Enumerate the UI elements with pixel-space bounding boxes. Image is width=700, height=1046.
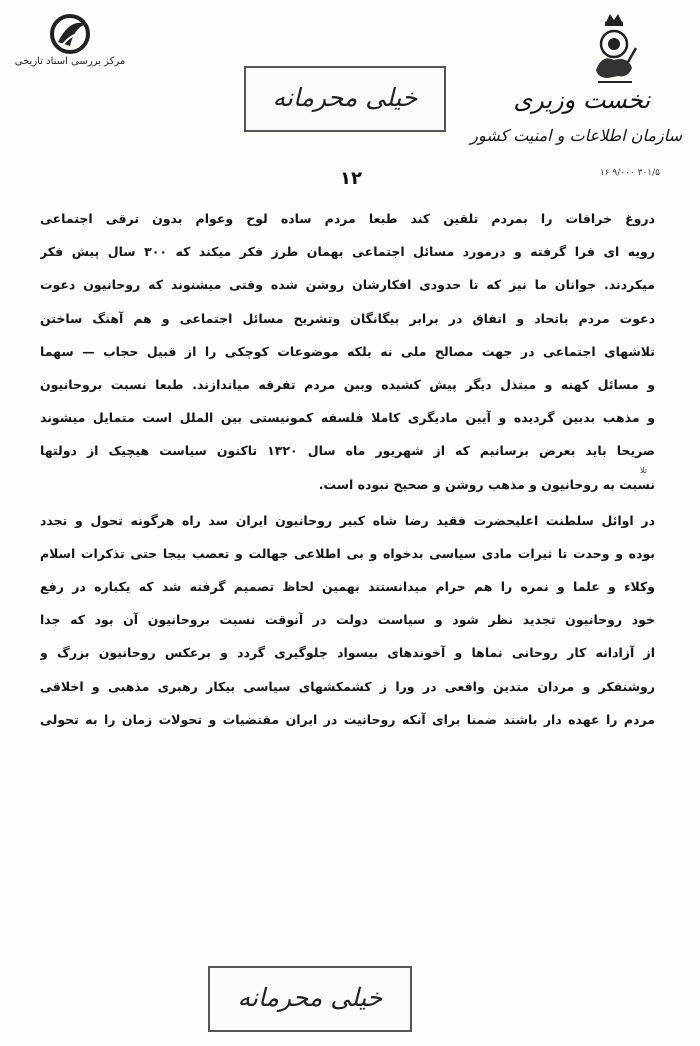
archive-caption: مرکز بررسی اسناد تاریخی — [14, 56, 126, 67]
body-line: دعوت مردم باتحاد و اتفاق در برابر بیگانگان وتشریح مسائل اجتماعی و هم آهنگ ساختن — [40, 310, 655, 326]
body-line: و مذهب بدبین گردیده و آیین مادیگری کاملا فلسفه کمونیستی بین الملل است متمایل میشوند — [40, 410, 655, 426]
body-line: دروغ خرافات را بمردم تلقین کند طبعا مردم ساده لوح وعوام بدون ترقی اجتماعی — [40, 211, 655, 226]
body-line: و مسائل کهنه و مبتذل دیگر پیش کشیده وبین مردم تفرقه میاندازند. طبعا نسبت بروحانیون — [40, 376, 655, 392]
classification-stamp-bottom: خیلی محرمانه — [208, 966, 412, 1032]
document-body — [40, 202, 655, 736]
body-line: میکردند. جوانان ما نیز که تا حدودی افکارشان روشن شده وقتی میشنوند که روحانیون دعوت — [40, 277, 655, 293]
body-line: صریحا باید بعرض برسانیم که از شهریور ماه سال ۱۳۲۰ تاکنون سیاست هیچیک از دولتها — [40, 443, 655, 459]
body-line: تلاشهای اجتماعی در جهت مصالح ملی نه بلکه موضوعات کوچکی را از قبیل حجاب — سهما — [40, 343, 655, 359]
body-line: روشنفکر و مردان متدین واقعی در ورا ز کشمکشهای سیاسی بیکار رهبری مذهبی و اخلاقی — [40, 678, 655, 694]
reference-number: ۳۰۱/۵ ۹/۰۰۰ ۱۶ — [599, 168, 660, 178]
classification-stamp-top: خیلی محرمانه — [244, 66, 446, 132]
margin-note: تلا — [640, 466, 647, 475]
body-line: نسبت به روحانیون و مذهب روشن و صحیح نبوده است. — [318, 476, 655, 492]
body-line: در اوائل سلطنت اعلیحضرت فقید رضا شاه کبیر روحانیون ایران سد راه هرگونه تحول و تجدد — [40, 512, 655, 528]
organization-title: نخست وزیری — [513, 86, 650, 114]
organization-subtitle: سازمان اطلاعات و امنیت کشور — [470, 126, 682, 145]
body-line: رویه ای فرا گرفته و درمورد مسائل اجتماعی بهمان طرز فکر میکند که ۳۰۰ سال پیش فکر — [40, 244, 655, 260]
page-number: ۱۲ — [340, 168, 362, 189]
body-line: بوده و وحدت تا ثیرات مادی سیاسی بدخواه و بی اطلاعی جهالت و تعصب بیجا حتی تذکرات اسلام — [40, 545, 655, 561]
body-line: خود روحانیون تجدید نظر شود و سیاست دولت در آنوقت نسبت بروحانیون آن بود که جدا — [40, 612, 655, 628]
body-line: وکلاء و علما و نمره را هم حرام میدانستند بهمین لحاظ تصمیم گرفته شد که یکباره در رفع — [40, 579, 655, 595]
lion-and-sun-emblem-icon — [588, 12, 640, 92]
body-line: مردم را عهده دار باشند ضمنا برای آنکه روحانیت در ایران مقتضیات و تحولات زمان را به تحولی — [40, 711, 655, 727]
archive-logo-icon — [40, 12, 100, 56]
body-line: از آزادانه کار روحانی نماها و آخوندهای بیسواد جلوگیری گردد و برعکس روحانیون بزرگ و — [40, 645, 655, 661]
